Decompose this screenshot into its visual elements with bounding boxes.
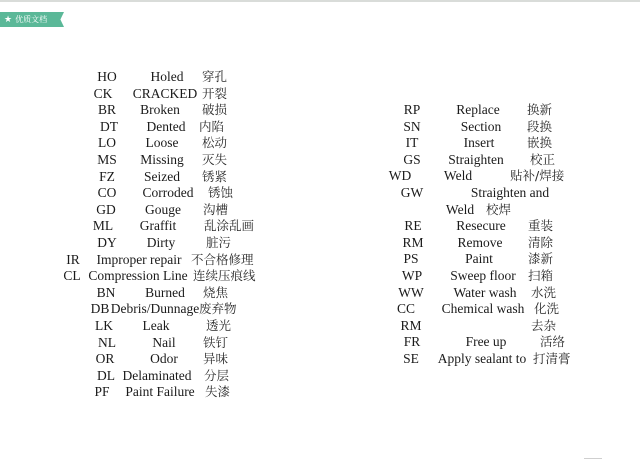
term-english: Loose bbox=[145, 135, 179, 151]
term-code: CK bbox=[93, 85, 113, 101]
term-chinese: 透光 bbox=[206, 318, 232, 333]
term-chinese: 不合格修理 bbox=[191, 251, 254, 267]
term-english: Resecure bbox=[456, 218, 506, 234]
term-english: Nail bbox=[152, 334, 176, 350]
term-code: CO bbox=[97, 185, 117, 201]
term-code: CC bbox=[396, 301, 416, 317]
term-code: DB bbox=[90, 301, 110, 317]
term-code: DL bbox=[97, 367, 115, 383]
term-chinese: 锈蚀 bbox=[208, 185, 234, 201]
term-code: MS bbox=[97, 152, 117, 167]
term-code: WP bbox=[401, 268, 423, 283]
term-chinese: 连续压痕线 bbox=[193, 268, 256, 284]
term-chinese: 校正 bbox=[530, 151, 556, 167]
term-row bbox=[0, 134, 640, 151]
term-chinese: 烧焦 bbox=[203, 284, 229, 300]
term-chinese: 铁钉 bbox=[203, 334, 229, 350]
term-english: Broken bbox=[140, 102, 180, 118]
term-english: Insert bbox=[463, 135, 495, 151]
term-chinese: 开裂 bbox=[202, 85, 228, 101]
term-code: RE bbox=[404, 218, 422, 234]
term-chinese: 换新 bbox=[527, 102, 553, 117]
term-row bbox=[0, 184, 640, 201]
term-chinese: 扫箱 bbox=[528, 268, 554, 283]
term-code: IR bbox=[66, 251, 80, 267]
term-row bbox=[0, 234, 640, 251]
term-english: Paint Failure bbox=[125, 384, 195, 400]
term-row bbox=[0, 300, 640, 317]
term-code: WW bbox=[398, 284, 424, 300]
term-english: Weld bbox=[443, 168, 473, 184]
term-row bbox=[0, 367, 640, 384]
term-english: Straighten and bbox=[470, 185, 550, 200]
term-code: NL bbox=[98, 334, 116, 350]
term-row bbox=[0, 167, 640, 184]
term-row bbox=[0, 118, 640, 135]
term-row bbox=[0, 267, 640, 284]
term-code: RM bbox=[400, 317, 422, 333]
term-chinese: 水洗 bbox=[531, 284, 557, 300]
term-english: Replace bbox=[456, 102, 500, 117]
term-chinese: 清除 bbox=[528, 234, 554, 250]
term-english: CRACKED bbox=[132, 85, 198, 101]
term-code: RM bbox=[402, 234, 424, 250]
term-english: Gouge bbox=[145, 201, 181, 217]
term-row bbox=[0, 317, 640, 334]
term-code: ML bbox=[92, 218, 114, 234]
term-code: GW bbox=[400, 185, 424, 200]
term-row bbox=[0, 383, 640, 400]
term-chinese: 分层 bbox=[204, 367, 230, 383]
term-chinese: 异味 bbox=[203, 351, 229, 367]
term-chinese: 废弃物 bbox=[199, 301, 237, 317]
term-chinese: 乱涂乱画 bbox=[204, 218, 255, 234]
term-english: Compression Line bbox=[88, 268, 188, 284]
term-row bbox=[0, 217, 640, 234]
term-english: Paint bbox=[465, 251, 493, 267]
term-code: BR bbox=[97, 102, 117, 118]
term-chinese: 松动 bbox=[202, 135, 228, 151]
term-code: DY bbox=[97, 235, 117, 250]
term-english: Free up bbox=[465, 334, 507, 350]
term-english: Seized bbox=[144, 168, 180, 184]
term-english: Sweep floor bbox=[450, 268, 516, 283]
term-chinese: 穿孔 bbox=[202, 69, 228, 84]
term-chinese: 脏污 bbox=[206, 235, 232, 250]
term-code: SN bbox=[403, 118, 421, 134]
term-row bbox=[0, 284, 640, 301]
term-english: Straighten bbox=[448, 151, 504, 167]
term-chinese: 失漆 bbox=[205, 384, 231, 400]
term-row bbox=[0, 333, 640, 350]
term-code: LK bbox=[95, 318, 113, 333]
term-chinese: 校焊 bbox=[486, 201, 512, 217]
term-chinese: 灭失 bbox=[202, 152, 228, 167]
term-english: Improper repair bbox=[96, 251, 182, 267]
term-code: BN bbox=[96, 284, 116, 300]
tag-label: 优质文档 bbox=[15, 15, 48, 24]
term-row bbox=[0, 101, 640, 118]
term-code: PS bbox=[403, 251, 419, 267]
term-chinese: 破损 bbox=[202, 102, 228, 118]
term-english: Burned bbox=[145, 284, 185, 300]
quality-doc-tag bbox=[0, 12, 58, 27]
term-code: LO bbox=[98, 135, 116, 151]
term-chinese: 去杂 bbox=[531, 317, 557, 333]
term-code: FZ bbox=[99, 168, 115, 184]
term-code: HO bbox=[97, 69, 117, 84]
term-code: DT bbox=[100, 118, 118, 134]
term-chinese: 内陷 bbox=[199, 118, 225, 134]
term-english: Delaminated bbox=[122, 367, 192, 383]
term-chinese: 沟槽 bbox=[203, 201, 229, 217]
term-code: IT bbox=[405, 135, 419, 151]
term-english: Section bbox=[460, 118, 502, 134]
term-code: WD bbox=[388, 168, 412, 184]
term-code: RP bbox=[403, 102, 421, 117]
term-chinese: 化洗 bbox=[534, 301, 560, 317]
term-code: SE bbox=[403, 351, 419, 366]
term-code: FR bbox=[403, 334, 421, 350]
term-chinese: 重装 bbox=[528, 218, 554, 234]
term-row bbox=[0, 350, 640, 367]
star-icon: ★ bbox=[4, 14, 13, 25]
term-row bbox=[0, 201, 640, 218]
term-english: Dirty bbox=[146, 235, 176, 250]
term-chinese: 贴补/焊接 bbox=[510, 168, 565, 184]
term-english: Chemical wash bbox=[441, 301, 525, 317]
term-code: CL bbox=[63, 268, 81, 284]
term-english: Odor bbox=[150, 351, 178, 367]
term-code: GS bbox=[403, 151, 421, 167]
top-border bbox=[0, 0, 640, 2]
term-english: Weld bbox=[445, 201, 475, 217]
term-chinese: 锈紧 bbox=[202, 168, 228, 184]
term-chinese: 嵌换 bbox=[527, 135, 553, 151]
term-english: Remove bbox=[457, 234, 503, 250]
term-english: Graffit bbox=[139, 218, 177, 234]
term-english: Missing bbox=[140, 152, 184, 167]
scroll-indicator bbox=[584, 458, 602, 459]
term-row bbox=[0, 151, 640, 168]
term-code: GD bbox=[96, 201, 116, 217]
term-row bbox=[0, 68, 640, 85]
term-row bbox=[0, 250, 640, 267]
term-english: Holed bbox=[150, 69, 184, 84]
term-chinese: 漆新 bbox=[528, 251, 554, 267]
term-english: Water wash bbox=[453, 284, 517, 300]
term-chinese: 打清膏 bbox=[533, 351, 571, 366]
term-code: OR bbox=[95, 351, 115, 367]
term-row bbox=[0, 85, 640, 102]
term-code: PF bbox=[94, 384, 110, 400]
term-chinese: 活络 bbox=[540, 334, 566, 350]
term-english: Debris/Dunnage bbox=[110, 301, 200, 317]
tag-notch bbox=[58, 12, 64, 27]
term-english: Corroded bbox=[142, 185, 194, 201]
term-english: Apply sealant to bbox=[437, 351, 527, 366]
term-chinese: 段换 bbox=[527, 118, 553, 134]
term-english: Dented bbox=[146, 118, 186, 134]
term-english: Leak bbox=[142, 318, 170, 333]
